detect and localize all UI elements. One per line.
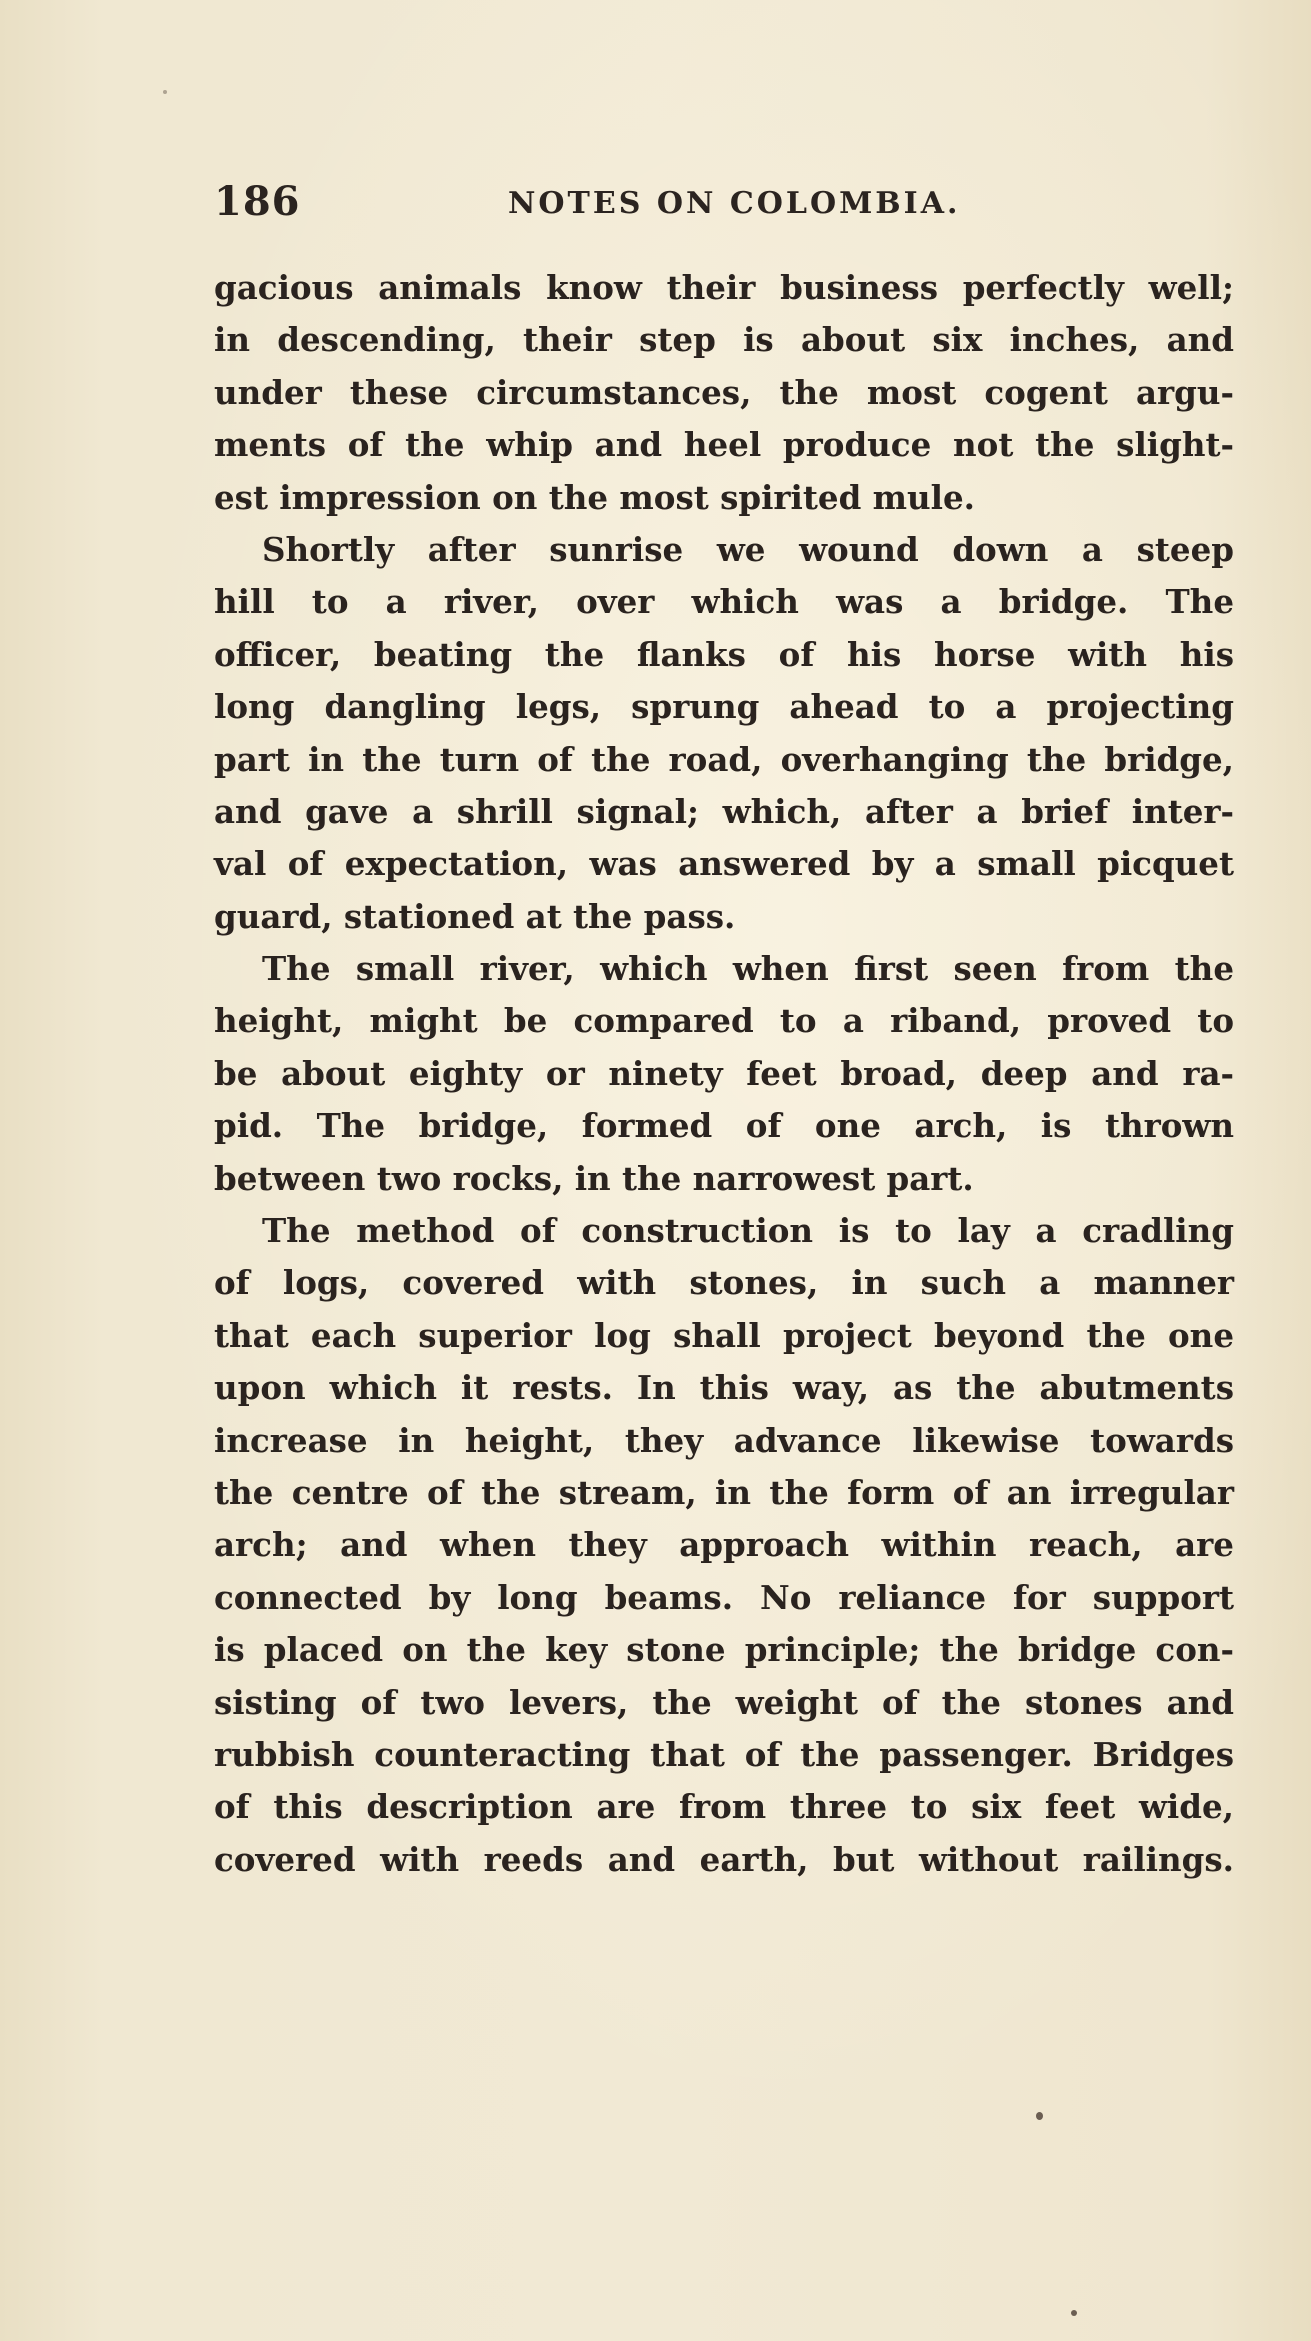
text-line: and gave a shrill signal; which, after a brief inter- — [214, 791, 1234, 831]
text-line: increase in height, they advance likewise towards — [214, 1420, 1234, 1460]
text-line: connected by long beams. No reliance for support — [214, 1577, 1234, 1617]
text-line: is placed on the key stone principle; the bridge con- — [214, 1630, 1234, 1670]
page-header — [214, 178, 1224, 238]
text-line: part in the turn of the road, overhanging the bridge, — [214, 739, 1234, 779]
paper-speck — [1071, 2310, 1077, 2316]
paragraph-start-line: Shortly after sunrise we wound down a steep — [262, 529, 1234, 569]
paper-speck — [163, 90, 167, 94]
text-line: sisting of two levers, the weight of the stones and — [214, 1682, 1234, 1722]
text-line: est impression on the most spirited mule. — [214, 477, 975, 517]
page-number: 186 — [214, 178, 301, 225]
text-line: of this description are from three to six feet wide, — [214, 1787, 1234, 1827]
text-line: of logs, covered with stones, in such a manner — [214, 1263, 1234, 1303]
text-line: be about eighty or ninety feet broad, deep and ra- — [214, 1053, 1234, 1093]
text-line: covered with reeds and earth, but without railings. — [214, 1839, 1234, 1879]
text-line: pid. The bridge, formed of one arch, is thrown — [214, 1106, 1234, 1146]
text-line: officer, beating the flanks of his horse with his — [214, 634, 1234, 674]
body-text — [214, 262, 1234, 1886]
text-line: height, might be compared to a riband, proved to — [214, 1001, 1234, 1041]
text-line: hill to a river, over which was a bridge. The — [214, 582, 1234, 622]
text-line: arch; and when they approach within reach, are — [214, 1525, 1234, 1565]
text-line: the centre of the stream, in the form of an irregular — [214, 1472, 1234, 1512]
text-line: gacious animals know their business perfectly well; — [214, 268, 1234, 307]
running-head: NOTES ON COLOMBIA. — [508, 186, 961, 221]
text-line: that each superior log shall project beyond the one — [214, 1315, 1234, 1355]
text-line: ments of the whip and heel produce not the slight- — [214, 425, 1234, 465]
text-line: val of expectation, was answered by a small picquet — [214, 844, 1234, 884]
text-line: in descending, their step is about six inches, and — [214, 320, 1234, 360]
text-line: upon which it rests. In this way, as the abutments — [214, 1368, 1234, 1408]
text-line: long dangling legs, sprung ahead to a projecting — [214, 687, 1234, 727]
text-line: under these circumstances, the most cogent argu- — [214, 372, 1234, 412]
paragraph-start-line: The small river, which when first seen from the — [262, 949, 1234, 989]
text-line: rubbish counteracting that of the passenger. Bridges — [214, 1734, 1234, 1774]
paper-speck — [1036, 2112, 1043, 2120]
text-line: guard, stationed at the pass. — [214, 896, 736, 936]
paragraph-start-line: The method of construction is to lay a cradling — [262, 1211, 1234, 1251]
text-line: between two rocks, in the narrowest part. — [214, 1158, 974, 1198]
